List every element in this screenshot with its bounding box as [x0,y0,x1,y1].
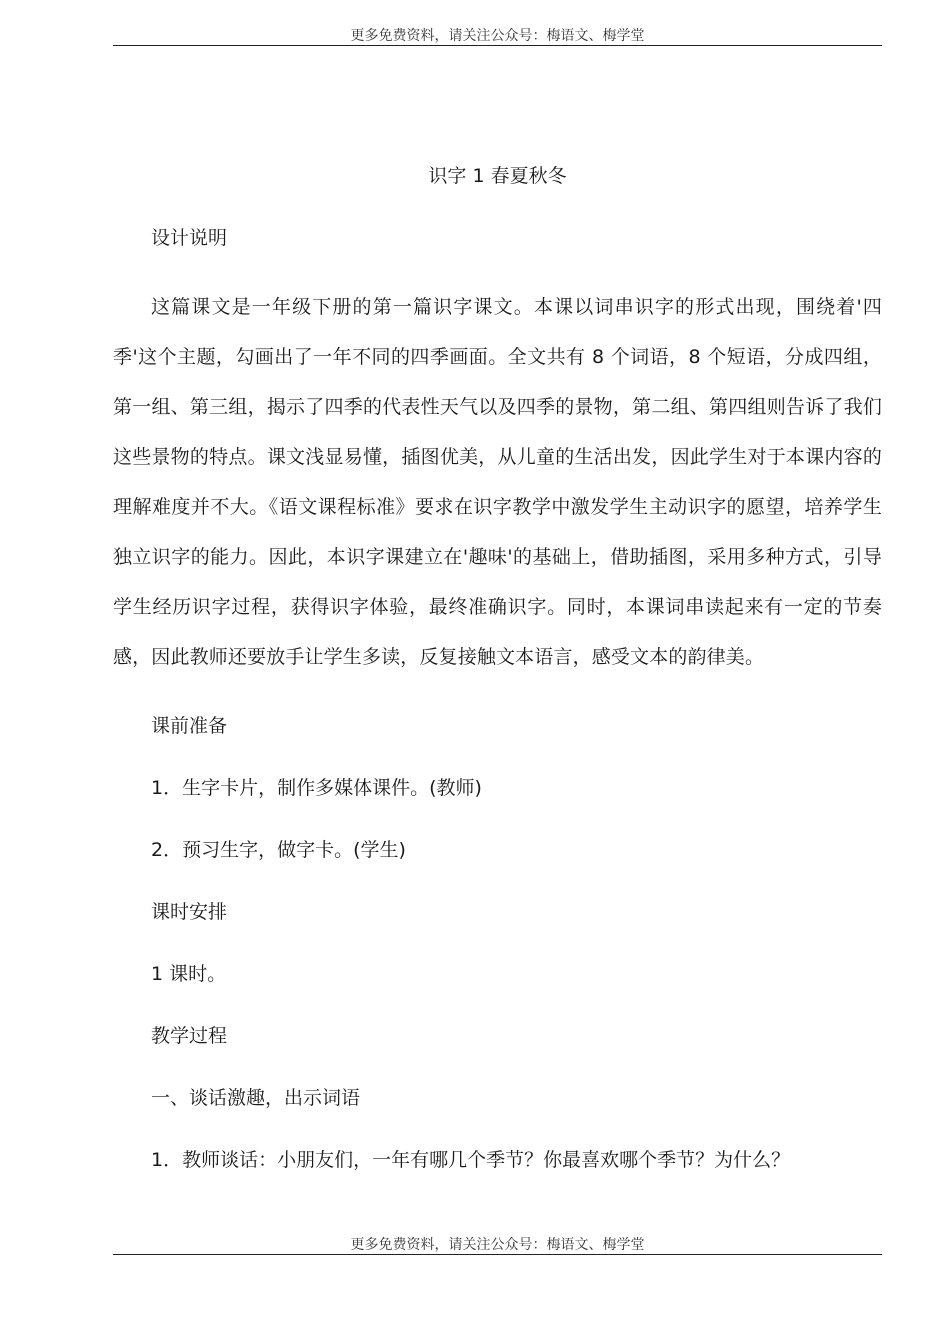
page-header: 更多免费资料，请关注公众号：梅语文、梅学堂 [350,28,645,44]
process-item-1: 1．教师谈话：小朋友们，一年有哪几个季节？你最喜欢哪个季节？为什么？ [151,1149,791,1171]
design-paragraph: 这篇课文是一年级下册的第一篇识字课文。本课以词串识字的形式出现，围绕着'四季'这个主题，勾画出了一年不同的四季画面。全文共有 8 个词语，8 个短语，分成四组，第一组、第三组，揭示了四季的代表性天气以及四季的景物，第二组、第四组则告诉了我们这些景物的特点。课文浅显易懂，插图优美，从儿童的生活出发，因此学生对于本课内容的理解难度并不大。《语文课程标准》要求在识字教学中激发学生主动识字的愿望，培养学生独立识字的能力。因此，本识字课建立在'趣味'的基础上，借助插图，采用多种方式，引导学生经历识字过程，获得识字体验，最终准确识字。同时，本课词串读起来有一定的节奏感，因此教师还要放手让学生多读，反复接触文本语言，感受文本的韵律美。 [113,296,882,668]
prep-item-2: 2．预习生字，做字卡。(学生) [151,839,406,861]
page-footer: 更多免费资料，请关注公众号：梅语文、梅学堂 [350,1237,645,1253]
footer-divider [113,1254,882,1255]
schedule-text: 1 课时。 [151,963,227,985]
section-heading-design: 设计说明 [151,227,228,249]
section-heading-schedule: 课时安排 [151,901,228,923]
section-heading-prep: 课前准备 [151,715,228,737]
section-heading-process: 教学过程 [151,1025,228,1047]
process-step-1: 一、谈话激趣，出示词语 [151,1087,361,1109]
header-divider [113,45,882,46]
document-body [113,158,882,1204]
document-title: 识字 1 春夏秋冬 [428,165,567,187]
prep-item-1: 1．生字卡片，制作多媒体课件。(教师) [151,777,482,799]
